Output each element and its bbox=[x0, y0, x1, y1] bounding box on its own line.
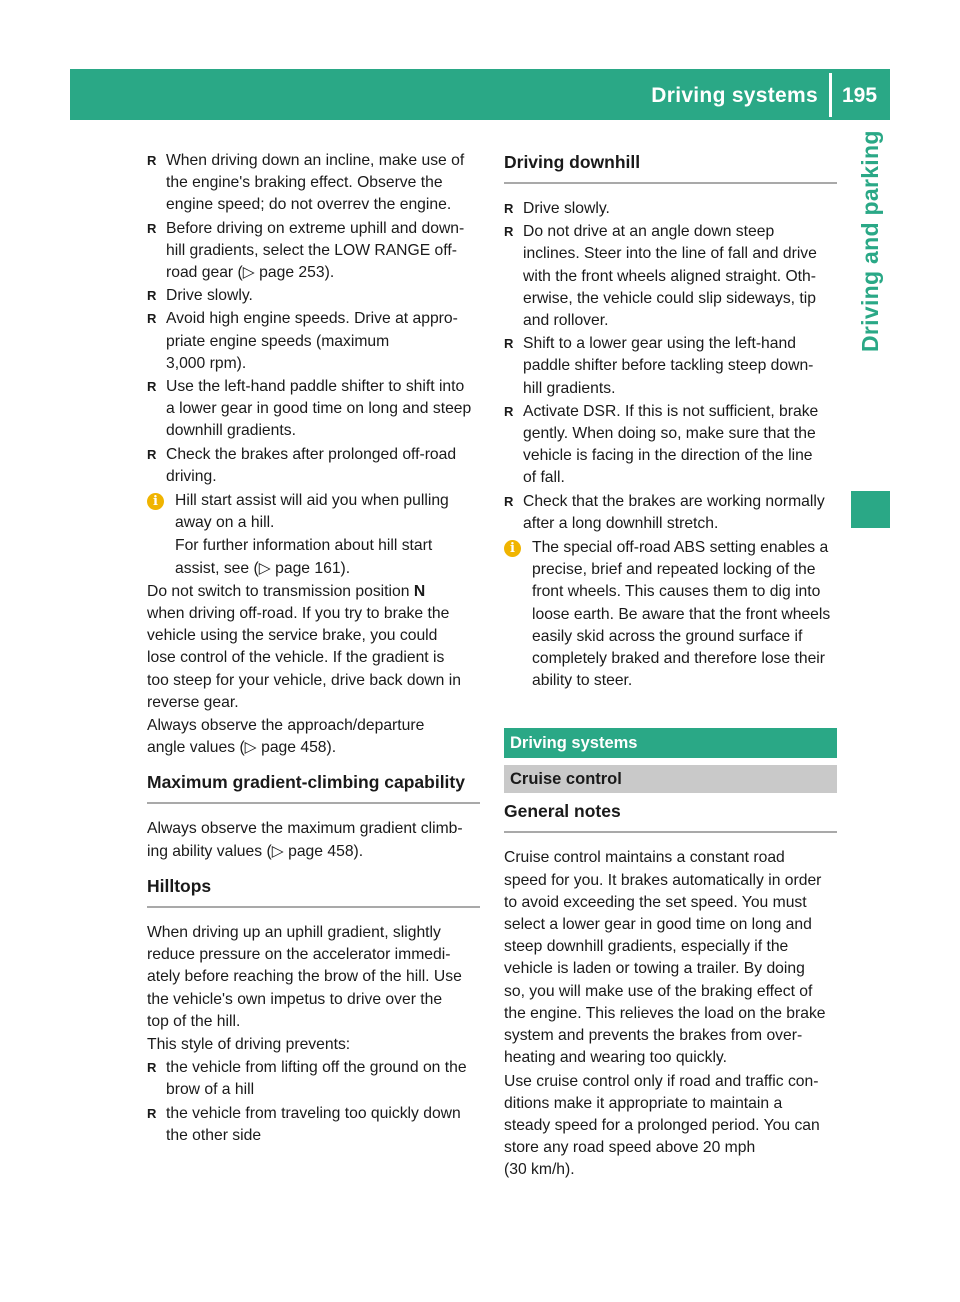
text-line: Do not drive at an angle down steep bbox=[523, 223, 775, 241]
bullet-item bbox=[147, 1057, 480, 1101]
text-line: after a long downhill stretch. bbox=[523, 514, 719, 532]
text-line: vehicle is laden or towing a trailer. By doing bbox=[504, 960, 805, 978]
text-line: reverse gear. bbox=[147, 693, 239, 711]
text-line: priate engine speeds (maximum bbox=[166, 332, 390, 350]
text-line: driving. bbox=[166, 467, 217, 485]
text-line: ditions make it appropriate to maintain a bbox=[504, 1094, 783, 1112]
text-line: the vehicle from traveling too quickly down bbox=[166, 1104, 461, 1122]
text-line: vehicle using the service brake, you could bbox=[147, 627, 438, 645]
text-line: a lower gear in good time on long and steep bbox=[166, 400, 472, 418]
info-icon: i bbox=[504, 540, 521, 557]
bullet-marker: R bbox=[147, 153, 157, 168]
bullet-item bbox=[147, 285, 480, 307]
bullet-item bbox=[147, 376, 480, 443]
bullet-list-downhill bbox=[504, 198, 837, 535]
text-line: the engine's braking effect. Observe the bbox=[166, 174, 443, 192]
text-line: the vehicle from lifting off the ground on the bbox=[166, 1059, 467, 1077]
text-line: paddle shifter before tackling steep down- bbox=[523, 357, 814, 375]
info-line: away on a hill. bbox=[175, 514, 275, 532]
text-line: easily skid across the ground surface if bbox=[532, 627, 803, 645]
paragraph-prevents: This style of driving prevents: bbox=[147, 1035, 351, 1053]
bullet-item bbox=[504, 491, 837, 535]
paragraph-usage bbox=[504, 1071, 837, 1182]
text-line: inclines. Steer into the line of fall and drive bbox=[523, 245, 817, 263]
text-line: Before driving on extreme uphill and down- bbox=[166, 219, 465, 237]
text-line: Drive slowly. bbox=[523, 200, 610, 217]
text-line: Check that the brakes are working normally bbox=[523, 492, 825, 510]
text-line: downhill gradients. bbox=[166, 422, 296, 440]
text-line: Always observe the approach/departure bbox=[147, 717, 425, 735]
text-line: precise, brief and repeated locking of the bbox=[532, 561, 816, 579]
info-line: For further information about hill start bbox=[175, 537, 433, 555]
text-line: and rollover. bbox=[523, 312, 609, 330]
text-line: Drive slowly. bbox=[166, 287, 253, 305]
text-line: the vehicle's own impetus to drive over the bbox=[147, 990, 443, 1008]
text-line: loose earth. Be aware that the front wheels bbox=[532, 605, 831, 623]
text-line: the other side bbox=[166, 1126, 262, 1144]
bullet-item bbox=[504, 333, 837, 400]
paragraph-approach-angle bbox=[147, 715, 480, 759]
heading-general-notes: General notes bbox=[504, 799, 837, 833]
bullet-item bbox=[147, 218, 480, 285]
heading-hilltops: Hilltops bbox=[147, 874, 480, 908]
page-number: 195 bbox=[842, 84, 878, 107]
text-line: ing ability values (▷ page 458). bbox=[147, 842, 364, 860]
text-line: 3,000 rpm). bbox=[166, 354, 247, 372]
subsection-bar-cruise-control: Cruise control bbox=[504, 765, 837, 793]
text-line: to avoid exceeding the set speed. You must bbox=[504, 893, 807, 911]
text-line: Activate DSR. If this is not sufficient, brake bbox=[523, 402, 819, 420]
text-line: the engine. This relieves the load on the brake bbox=[504, 1004, 826, 1022]
bullet-marker: R bbox=[147, 446, 157, 462]
right-column bbox=[504, 150, 837, 1183]
info-line: Hill start assist will aid you when pulling bbox=[175, 492, 449, 510]
info-icon: i bbox=[147, 493, 164, 510]
header-divider bbox=[829, 73, 832, 117]
text-line: Avoid high engine speeds. Drive at appro- bbox=[166, 310, 458, 328]
left-column bbox=[147, 150, 480, 1148]
text-line: front wheels. This causes them to dig into bbox=[532, 583, 821, 601]
paragraph-transmission bbox=[147, 581, 480, 714]
text-line: with the front wheels aligned straight. Oth- bbox=[523, 267, 816, 285]
text-line: When driving up an uphill gradient, slightly bbox=[147, 923, 441, 941]
bullet-marker: R bbox=[147, 288, 157, 304]
text-line: Shift to a lower gear using the left-hand bbox=[523, 335, 796, 353]
text-line: vehicle is facing in the direction of the line bbox=[523, 447, 813, 465]
text-line: road gear (▷ page 253). bbox=[166, 264, 335, 282]
bullet-marker: R bbox=[147, 220, 157, 236]
bullet-marker: R bbox=[147, 379, 157, 395]
section-bar-driving-systems: Driving systems bbox=[504, 728, 837, 758]
text-line: reduce pressure on the accelerator immedi- bbox=[147, 946, 451, 964]
bullet-marker: R bbox=[147, 1105, 157, 1121]
text-line: brow of a hill bbox=[166, 1081, 255, 1099]
bullet-item bbox=[147, 444, 480, 488]
bullet-list-precautions bbox=[147, 150, 480, 488]
text-line: select a lower gear in good time on long and bbox=[504, 916, 812, 934]
text-line: Always observe the maximum gradient climb- bbox=[147, 820, 463, 838]
text-line: system and prevents the brakes from over- bbox=[504, 1027, 803, 1045]
bullet-marker: R bbox=[147, 1060, 157, 1076]
heading-driving-downhill: Driving downhill bbox=[504, 150, 837, 184]
text-line: ately before reaching the brow of the hill. Use bbox=[147, 968, 462, 986]
gear-position-n: N bbox=[413, 582, 426, 600]
bullet-item bbox=[147, 150, 480, 217]
text-line: steep downhill gradients, especially if the bbox=[504, 938, 789, 956]
bullet-marker: R bbox=[147, 311, 157, 327]
info-note-hill-start bbox=[147, 490, 480, 534]
text-line: store any road speed above 20 mph bbox=[504, 1139, 756, 1157]
paragraph-gradient bbox=[147, 818, 480, 862]
text-line: (30 km/h). bbox=[504, 1161, 575, 1179]
bullet-marker: R bbox=[504, 403, 514, 419]
bullet-list-prevents bbox=[147, 1057, 480, 1147]
text-line: hill gradients, select the LOW RANGE off- bbox=[166, 241, 457, 259]
text-line: Use the left-hand paddle shifter to shift into bbox=[166, 378, 465, 396]
bullet-item bbox=[147, 1103, 480, 1147]
chapter-tab-label: Driving and parking bbox=[857, 130, 883, 352]
text-line: lose control of the vehicle. If the gradient is bbox=[147, 649, 445, 667]
text-line: when driving off-road. If you try to brake the bbox=[147, 605, 450, 623]
bullet-marker: R bbox=[504, 493, 514, 509]
text-line: steady speed for a prolonged period. You can bbox=[504, 1116, 820, 1134]
text-line: erwise, the vehicle could slip sideways, tip bbox=[523, 289, 816, 307]
text-line: speed for you. It brakes automatically in order bbox=[504, 871, 822, 889]
info-line: assist, see (▷ page 161). bbox=[175, 559, 351, 577]
text-line: of fall. bbox=[523, 469, 565, 487]
bullet-item bbox=[504, 198, 837, 220]
text-line: heating and wearing too quickly. bbox=[504, 1049, 727, 1067]
text-line: top of the hill. bbox=[147, 1012, 241, 1030]
text-line: so, you will make use of the braking effect of bbox=[504, 982, 813, 1000]
paragraph-hilltops bbox=[147, 922, 480, 1033]
text-line: Do not switch to transmission position bbox=[147, 582, 410, 600]
paragraph-general-notes bbox=[504, 847, 837, 1069]
text-line: too steep for your vehicle, drive back down in bbox=[147, 671, 461, 689]
bullet-item bbox=[504, 401, 837, 490]
text-line: gently. When doing so, make sure that the bbox=[523, 425, 816, 443]
info-note-abs bbox=[504, 537, 837, 692]
text-line: ability to steer. bbox=[532, 672, 633, 690]
info-note-hill-start-more bbox=[147, 535, 480, 579]
text-line: completely braked and therefore lose their bbox=[532, 650, 825, 668]
bullet-marker: R bbox=[504, 224, 514, 240]
text-line: The special off-road ABS setting enables a bbox=[532, 539, 829, 557]
text-line: Use cruise control only if road and traffic con- bbox=[504, 1072, 819, 1090]
text-line: When driving down an incline, make use of bbox=[166, 152, 465, 169]
heading-gradient-climbing: Maximum gradient-climbing capability bbox=[147, 770, 480, 804]
text-line: engine speed; do not overrev the engine. bbox=[166, 196, 452, 214]
chapter-tab-marker bbox=[851, 491, 890, 528]
bullet-item bbox=[504, 221, 837, 332]
page-header-title: Driving systems bbox=[651, 84, 818, 107]
bullet-marker: R bbox=[504, 336, 514, 352]
text-line: Cruise control maintains a constant road bbox=[504, 849, 785, 867]
bullet-marker: R bbox=[504, 201, 514, 216]
text-line: hill gradients. bbox=[523, 379, 616, 397]
bullet-item bbox=[147, 308, 480, 375]
text-line: angle values (▷ page 458). bbox=[147, 739, 337, 757]
text-line: Check the brakes after prolonged off-road bbox=[166, 445, 457, 463]
